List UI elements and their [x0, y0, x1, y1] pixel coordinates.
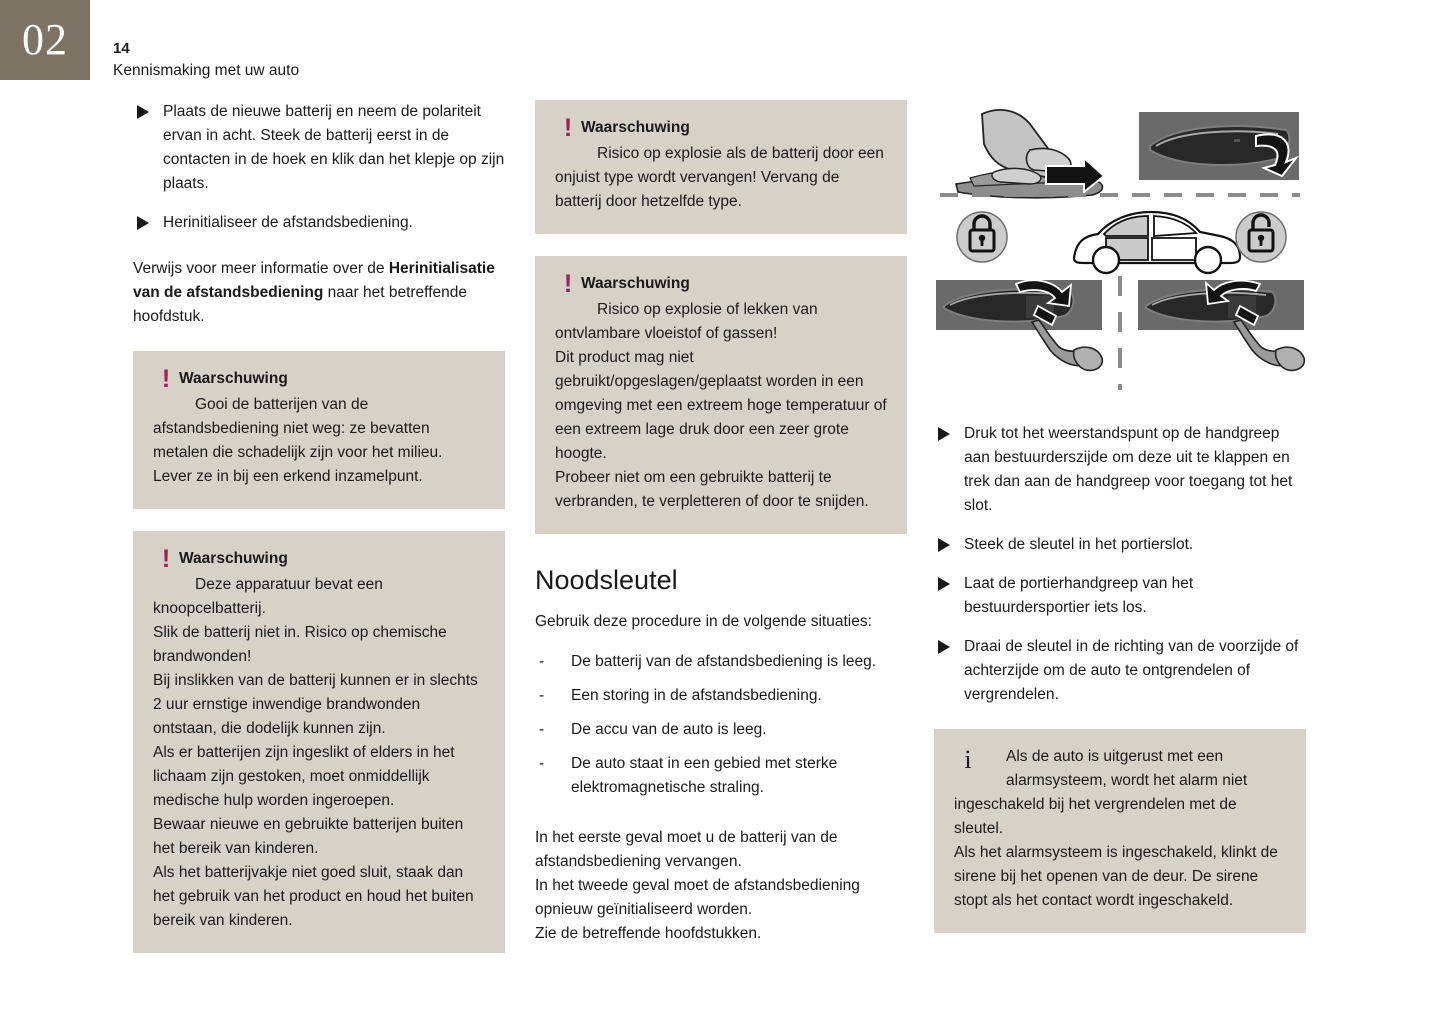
warning-box-battery-disposal	[133, 351, 505, 509]
column-middle	[535, 100, 907, 946]
lock-closed-icon	[957, 212, 1007, 262]
list-item	[934, 572, 1306, 620]
warning-line: Risico op explosie als de batterij door een onjuist type wordt vervangen! Vervang de batterij door hetzelfde type.	[555, 145, 884, 210]
info-line: Als de auto is uitgerust met een	[1006, 748, 1224, 765]
warning-header	[153, 365, 485, 393]
hand-pressing-handle-icon	[956, 110, 1104, 198]
info-body	[954, 745, 1286, 913]
closing-line: In het tweede geval moet de afstandsbediening opnieuw geïnitialiseerd worden.	[535, 877, 860, 918]
reinit-reference-paragraph	[133, 257, 505, 329]
warning-line: Probeer niet om een gebruikte batterij te verbranden, te verpletteren of door te snijden.	[555, 469, 869, 510]
closing-line: Zie de betreffende hoofdstukken.	[535, 925, 762, 942]
triangle-bullet-icon	[938, 640, 950, 654]
warning-box-explosion-leak	[535, 256, 907, 534]
noodsleutel-intro: Gebruik deze procedure in de volgende situaties:	[535, 613, 872, 630]
list-item-text: Steek de sleutel in het portierslot.	[964, 536, 1194, 553]
list-item	[934, 635, 1306, 707]
door-handle-detail-icon	[1139, 112, 1299, 180]
warning-line: Bewaar nieuwe en gebruikte batterijen buiten het bereik van kinderen.	[153, 816, 464, 857]
paragraph-part-before: Verwijs voor meer informatie over de	[133, 260, 389, 277]
emergency-key-steps-list	[934, 422, 1306, 707]
warning-header	[153, 545, 485, 573]
warning-header	[555, 114, 887, 142]
list-item	[133, 211, 505, 235]
list-item-text: Laat de portierhandgreep van het bestuurdersportier iets los.	[964, 575, 1194, 616]
warning-title: Waarschuwing	[179, 550, 288, 567]
warning-box-wrong-battery-type	[535, 100, 907, 234]
dash-bullet-icon: -	[539, 653, 545, 670]
dash-bullet-icon: -	[539, 755, 545, 772]
list-item-text: Herinitialiseer de afstandsbediening.	[163, 214, 413, 231]
information-icon: i	[964, 745, 972, 774]
list-item	[934, 422, 1306, 518]
warning-body	[555, 298, 887, 514]
page-number: 14	[113, 40, 130, 57]
list-item	[535, 650, 907, 674]
car-side-view-icon	[1074, 212, 1240, 273]
list-item-text: Plaats de nieuwe batterij en neem de polariteit ervan in acht. Steek de batterij eerst in de contacten in de hoek en klik dan het klepje op zijn plaats.	[163, 103, 505, 192]
door-handle-emergency-key-illustration	[934, 100, 1306, 400]
paragraph-bold-reference: Herinitialisatie van de afstandsbediening	[133, 260, 495, 301]
triangle-bullet-icon	[938, 577, 950, 591]
info-box-alarm-system	[934, 729, 1306, 933]
list-item-text: Druk tot het weerstandspunt op de handgreep aan bestuurderszijde om deze uit te klappen en trek dan aan de handgreep voor toegang tot het slot.	[964, 425, 1293, 514]
dash-bullet-icon: -	[539, 721, 545, 738]
paragraph-part-after: naar het betreffende hoofdstuk.	[133, 284, 467, 325]
warning-line: Gooi de batterijen van de afstandsbediening niet weg: ze bevatten metalen die schadelijk zijn voor het milieu. Lever ze in bij een erkend inzamelpunt.	[153, 396, 443, 485]
noodsleutel-closing	[535, 826, 907, 946]
exclamation-icon: !	[161, 545, 171, 573]
warning-line: Als er batterijen zijn ingeslikt of elders in het lichaam zijn gestoken, moet onmiddellijk medische hulp worden ingeroepen.	[153, 744, 455, 809]
section-heading-noodsleutel: Noodsleutel	[535, 565, 678, 595]
column-right	[934, 100, 1306, 933]
list-item-text: De auto staat in een gebied met sterke elektromagnetische straling.	[571, 755, 838, 796]
list-item-text: De batterij van de afstandsbediening is leeg.	[571, 653, 877, 670]
warning-body	[153, 573, 485, 933]
warning-title: Waarschuwing	[581, 119, 690, 136]
warning-body	[555, 142, 887, 214]
list-item-text: Draai de sleutel in de richting van de voorzijde of achterzijde om de auto te ontgrendelen of vergrendelen.	[964, 638, 1299, 703]
warning-line: Bij inslikken van de batterij kunnen er in slechts 2 uur ernstige inwendige brandwonden ontstaan, die dodelijk kunnen zijn.	[153, 672, 478, 737]
exclamation-icon: !	[563, 114, 573, 142]
warning-line: Deze apparatuur bevat een knoopcelbatterij.	[153, 576, 383, 617]
triangle-bullet-icon	[137, 216, 149, 230]
page-columns	[0, 100, 1445, 1018]
list-item	[535, 752, 907, 800]
warning-header	[555, 270, 887, 298]
triangle-bullet-icon	[938, 427, 950, 441]
triangle-bullet-icon	[938, 538, 950, 552]
battery-steps-list	[133, 100, 505, 235]
lock-open-icon	[1236, 212, 1286, 262]
warning-box-coin-cell	[133, 531, 505, 953]
exclamation-icon: !	[161, 365, 171, 393]
info-line: Als het alarmsysteem is ingeschakeld, klinkt de sirene bij het openen van de deur. De sirene stopt als het contact wordt ingeschakeld.	[954, 844, 1278, 909]
triangle-bullet-icon	[137, 105, 149, 119]
list-item-text: Een storing in de afstandsbediening.	[571, 687, 822, 704]
warning-line: Risico op explosie of lekken van ontvlambare vloeistof of gassen!	[555, 301, 818, 342]
warning-title: Waarschuwing	[179, 370, 288, 387]
column-left	[133, 100, 505, 953]
warning-body	[153, 393, 485, 489]
list-item	[133, 100, 505, 196]
noodsleutel-situations-list	[535, 650, 907, 800]
key-turn-front-icon	[936, 280, 1102, 370]
page-title: Kennismaking met uw auto	[113, 61, 300, 79]
closing-line: In het eerste geval moet u de batterij van de afstandsbediening vervangen.	[535, 829, 838, 870]
warning-line: Dit product mag niet gebruikt/opgeslagen/geplaatst worden in een omgeving met een extreem hoge temperatuur of een extreem lage druk door een zeer grote hoogte.	[555, 349, 887, 462]
warning-line: Als het batterijvakje niet goed sluit, staak dan het gebruik van het product en houd het buiten bereik van kinderen.	[153, 864, 474, 929]
warning-title: Waarschuwing	[581, 275, 690, 292]
info-line: alarmsysteem, wordt het alarm niet	[1006, 772, 1248, 789]
chapter-number: 02	[22, 15, 68, 64]
warning-line: Slik de batterij niet in. Risico op chemische brandwonden!	[153, 624, 447, 665]
list-item	[934, 533, 1306, 557]
page-header	[113, 40, 299, 82]
list-item-text: De accu van de auto is leeg.	[571, 721, 767, 738]
exclamation-icon: !	[563, 270, 573, 298]
dash-bullet-icon: -	[539, 687, 545, 704]
info-line: ingeschakeld bij het vergrendelen met de sleutel.	[954, 796, 1237, 837]
list-item	[535, 718, 907, 742]
list-item	[535, 684, 907, 708]
key-turn-rear-icon	[1138, 280, 1304, 370]
chapter-number-badge	[0, 0, 90, 80]
